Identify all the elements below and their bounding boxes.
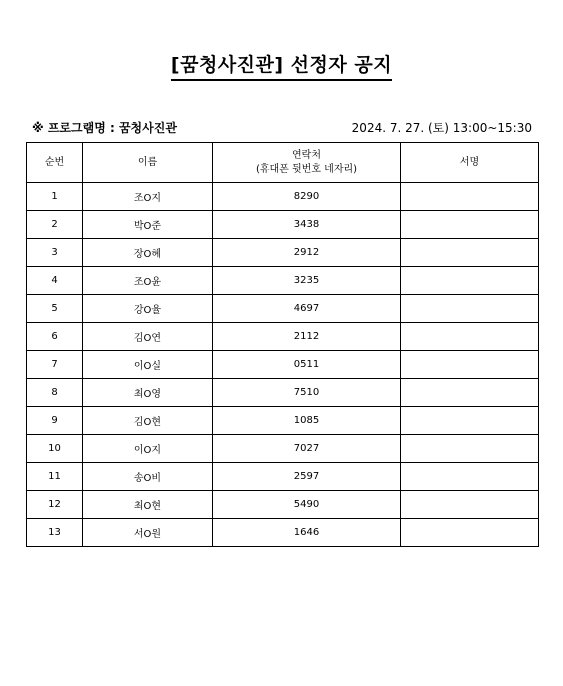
- cell-signature[interactable]: [401, 183, 539, 211]
- cell-name: 김O연: [83, 323, 213, 351]
- cell-name: 이O지: [83, 435, 213, 463]
- cell-signature[interactable]: [401, 239, 539, 267]
- cell-no: 8: [27, 379, 83, 407]
- cell-phone: 5490: [213, 491, 401, 519]
- header-name: 이름: [83, 143, 213, 183]
- cell-signature[interactable]: [401, 323, 539, 351]
- cell-signature[interactable]: [401, 351, 539, 379]
- table-row: [27, 267, 539, 295]
- cell-name: 송O비: [83, 463, 213, 491]
- cell-signature[interactable]: [401, 519, 539, 547]
- table-row: [27, 491, 539, 519]
- cell-signature[interactable]: [401, 491, 539, 519]
- cell-phone: 3438: [213, 211, 401, 239]
- table-row: [27, 379, 539, 407]
- cell-name: 조O지: [83, 183, 213, 211]
- cell-phone: 7510: [213, 379, 401, 407]
- cell-no: 2: [27, 211, 83, 239]
- cell-name: 최O영: [83, 379, 213, 407]
- table-row: [27, 519, 539, 547]
- cell-name: 조O윤: [83, 267, 213, 295]
- cell-phone: 3235: [213, 267, 401, 295]
- cell-no: 3: [27, 239, 83, 267]
- cell-name: 이O실: [83, 351, 213, 379]
- header-contact-note: (휴대폰 뒷번호 네자리): [255, 163, 358, 175]
- table-row: [27, 211, 539, 239]
- table-row: [27, 323, 539, 351]
- cell-no: 4: [27, 267, 83, 295]
- cell-signature[interactable]: [401, 295, 539, 323]
- header-contact-title: 연락처: [292, 149, 321, 161]
- cell-phone: 1646: [213, 519, 401, 547]
- header-contact: [213, 143, 401, 183]
- cell-phone: 7027: [213, 435, 401, 463]
- cell-signature[interactable]: [401, 211, 539, 239]
- cell-no: 6: [27, 323, 83, 351]
- cell-name: 최O현: [83, 491, 213, 519]
- cell-phone: 2597: [213, 463, 401, 491]
- cell-signature[interactable]: [401, 407, 539, 435]
- cell-phone: 2912: [213, 239, 401, 267]
- header-signature: 서명: [401, 143, 539, 183]
- program-schedule: 2024. 7. 27. (토) 13:00~15:30: [351, 121, 532, 135]
- cell-name: 서O원: [83, 519, 213, 547]
- cell-signature[interactable]: [401, 267, 539, 295]
- page-title: [0, 50, 563, 81]
- cell-name: 강O율: [83, 295, 213, 323]
- cell-phone: 1085: [213, 407, 401, 435]
- table-row: [27, 183, 539, 211]
- table-row: [27, 239, 539, 267]
- table-row: [27, 463, 539, 491]
- cell-phone: 0511: [213, 351, 401, 379]
- cell-no: 11: [27, 463, 83, 491]
- table-row: [27, 435, 539, 463]
- cell-name: 장O혜: [83, 239, 213, 267]
- cell-name: 김O현: [83, 407, 213, 435]
- cell-phone: 4697: [213, 295, 401, 323]
- cell-signature[interactable]: [401, 435, 539, 463]
- page-title-text: [꿈청사진관] 선정자 공지: [171, 50, 392, 81]
- cell-phone: 2112: [213, 323, 401, 351]
- table-row: [27, 407, 539, 435]
- cell-phone: 8290: [213, 183, 401, 211]
- cell-no: 13: [27, 519, 83, 547]
- cell-no: 5: [27, 295, 83, 323]
- program-name: ※ 프로그램명 : 꿈청사진관: [32, 121, 177, 135]
- selection-table: [26, 142, 539, 547]
- cell-no: 7: [27, 351, 83, 379]
- table-row: [27, 295, 539, 323]
- table-header-row: [27, 143, 539, 183]
- header-no: 순번: [27, 143, 83, 183]
- program-info: [32, 119, 532, 135]
- cell-no: 12: [27, 491, 83, 519]
- cell-no: 1: [27, 183, 83, 211]
- cell-signature[interactable]: [401, 463, 539, 491]
- cell-no: 10: [27, 435, 83, 463]
- table-row: [27, 351, 539, 379]
- cell-no: 9: [27, 407, 83, 435]
- cell-signature[interactable]: [401, 379, 539, 407]
- cell-name: 박O준: [83, 211, 213, 239]
